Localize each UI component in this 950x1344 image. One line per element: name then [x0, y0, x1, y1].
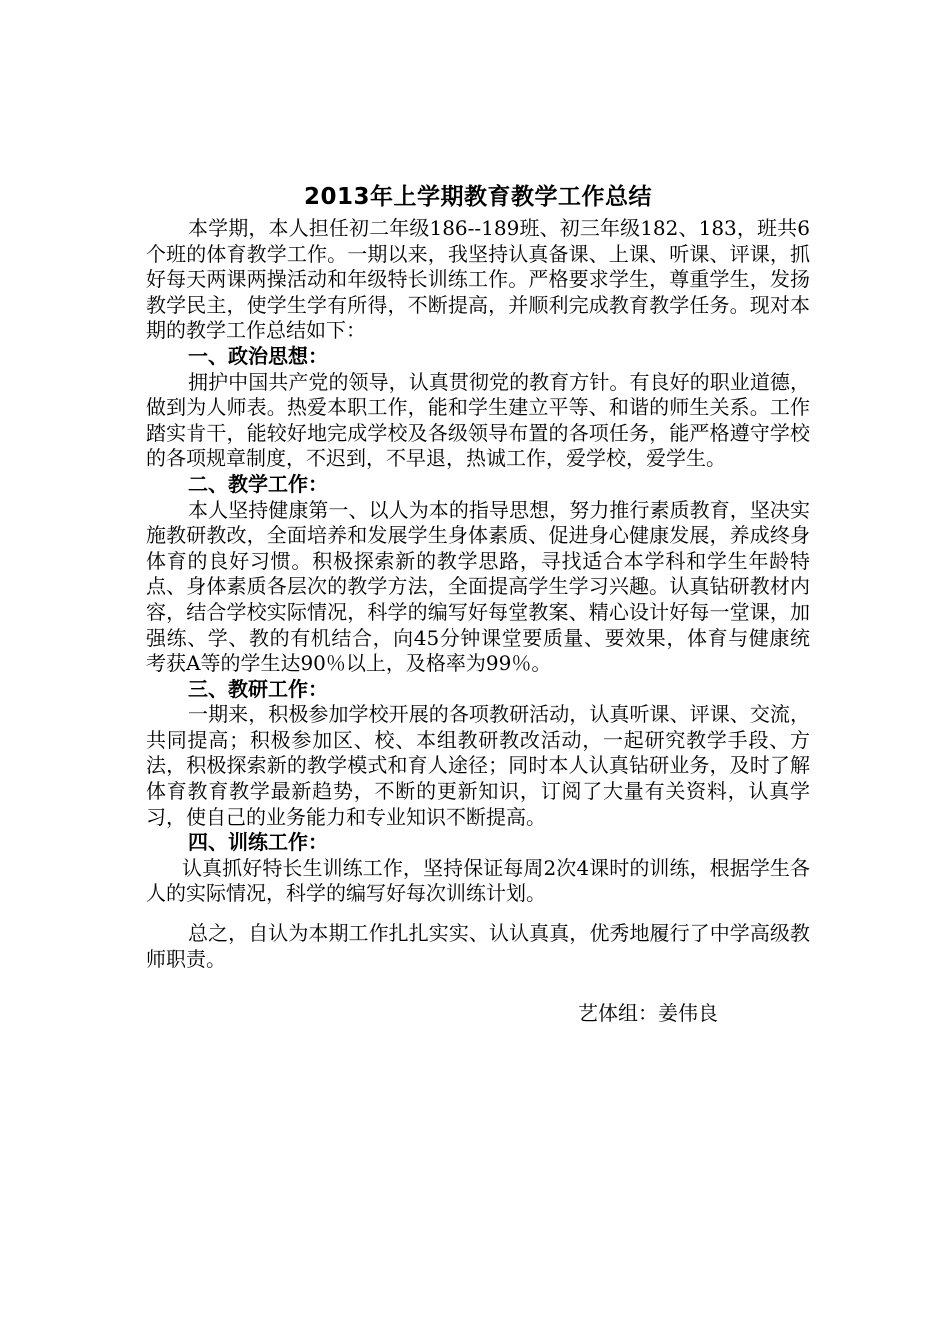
section-body-politics: 拥护中国共产党的领导，认真贯彻党的教育方针。有良好的职业道德，做到为人师表。热爱本职工作，能和学生建立平等、和谐的师生关系。工作踏实肯干，能较好地完成学校及各级领导布置的各项任务，能严格遵守学校的各项规章制度，不迟到，不早退，热诚工作，爱学校，爱学生。 [146, 369, 810, 471]
section-body-teaching: 本人坚持健康第一、以人为本的指导思想，努力推行素质教育，坚决实施教研教改，全面培养和发展学生身体素质、促进身心健康发展，养成终身体育的良好习惯。积极探索新的教学思路，寻找适合本学科和学生年龄特点、身体素质各层次的教学方法，全面提高学生学习兴趣。认真钻研教材内容，结合学校实际情况，科学的编写好每堂教案、精心设计好每一堂课，加强练、学、教的有机结合，向45分钟课堂要质量、要效果，体育与健康统考获A等的学生达90％以上，及格率为99％。 [146, 497, 810, 676]
section-heading-research: 三、教研工作： [188, 676, 328, 701]
document-title: 2013年上学期教育教学工作总结 [303, 184, 652, 210]
signature: 艺体组：姜伟良 [578, 1001, 718, 1026]
conclusion-paragraph: 总之，自认为本期工作扎扎实实、认认真真，优秀地履行了中学高级教师职责。 [146, 921, 810, 971]
section-body-research: 一期来，积极参加学校开展的各项教研活动，认真听课、评课、交流，共同提高；积极参加区、校、本组教研教改活动，一起研究教学手段、方法，积极探索新的教学模式和育人途径；同时本人认真钻研业务，及时了解体育教育教学最新趋势，不断的更新知识，订阅了大量有关资料，认真学习，使自己的业务能力和专业知识不断提高。 [146, 702, 810, 829]
document-page [146, 180, 810, 1026]
section-heading-politics: 一、政治思想： [188, 343, 328, 368]
intro-paragraph: 本学期，本人担任初二年级186--189班、初三年级182、183，班共6个班的体育教学工作。一期以来，我坚持认真备课、上课、听课、评课，抓好每天两课两操活动和年级特长训练工作。严格要求学生，尊重学生，发扬教学民主，使学生学有所得，不断提高，并顺利完成教育教学任务。现对本期的教学工作总结如下： [146, 216, 810, 343]
section-body-training: 认真抓好特长生训练工作，坚持保证每周2次4课时的训练，根据学生各人的实际情况，科学的编写好每次训练计划。 [146, 855, 810, 906]
section-heading-training: 四、训练工作： [188, 830, 328, 855]
section-heading-teaching: 二、教学工作： [188, 471, 328, 496]
